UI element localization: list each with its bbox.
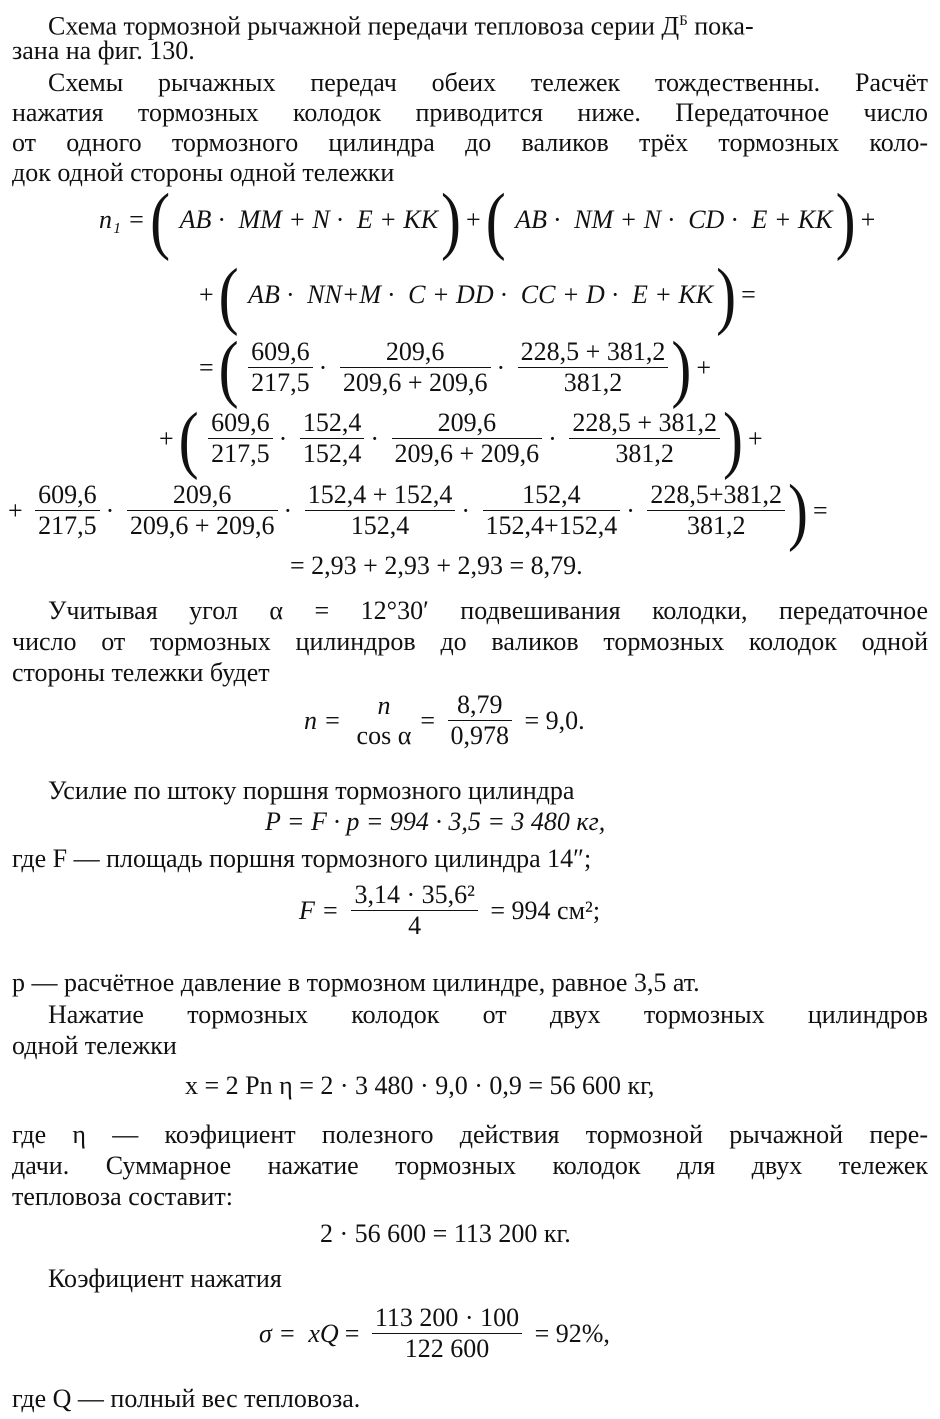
formula-F: F = $\frac{\text{3,14 · 35,6²}}{4}$ = 994 см²; <box>299 880 601 940</box>
paragraph-schemes-line1: Схемы рычажных передач обеих тележек тождественны. Расчёт <box>48 68 928 97</box>
formula-total: 2 · 56 600 = 113 200 кг. <box>320 1219 571 1248</box>
paragraph-angle-line1: Учитывая угол α = 12°30′ подвешивания колодки, передаточное <box>48 596 928 625</box>
paragraph-pressing-line2: одной тележки <box>12 1031 177 1060</box>
formula-P: P = F · p = 994 · 3,5 = 3 480 кг, <box>265 807 606 836</box>
paragraph-intro-line2: зана на фиг. 130. <box>12 36 195 65</box>
paragraph-force: Усилие по штоку поршня тормозного цилиндра <box>48 776 575 805</box>
paragraph-schemes-line2: нажатия тормозных колодок приводится ниже. Передаточное число <box>12 98 928 127</box>
paragraph-schemes-line4: док одной стороны одной тележки <box>12 158 395 187</box>
paragraph-efficiency-line3: тепловоза составит: <box>12 1182 233 1211</box>
formula-n1-line1: n₁ =( AB · MM + N · E + KK) +( AB · NM + N · CD · E + KK) + <box>99 178 876 262</box>
paragraph-schemes-line3: от одного тормозного цилиндра до валиков трёх тормозных коло- <box>12 128 928 157</box>
paragraph-Q: где Q — полный вес тепловоза. <box>12 1384 361 1413</box>
paragraph-intro-line1: Схема тормозной рычажной передачи тепловоза серии $Д^Б$ пока- <box>48 11 754 41</box>
formula-x: x = 2 Pn η = 2 · 3 480 · 9,0 · 0,9 = 56 600 кг, <box>185 1071 655 1100</box>
formula-n1-line2: +( AB · NN+M · C + DD · CC + D · E + KK) = <box>199 253 756 337</box>
paragraph-pressure: p — расчётное давление в тормозном цилиндре, равное 3,5 ат. <box>12 968 700 997</box>
formula-n1-line4: +( $\frac{609,6}{217,5}$ · $\frac{152,4}{152,4}$ · $\frac{209,6}{209,6 + 209,6}$ · $\frac{228,5 + 381,2}{381,2}$ ) + <box>159 397 763 480</box>
formula-n: n = n cos α = $\frac{8,79}{0,978}$ = 9,0. <box>304 690 585 750</box>
paragraph-efficiency-line1: где η — коэфициент полезного действия тормозной рычажной пере- <box>12 1120 928 1149</box>
paragraph-pressing-line1: Нажатие тормозных колодок от двух тормозных цилиндров <box>48 1000 928 1029</box>
paragraph-efficiency-line2: дачи. Суммарное нажатие тормозных колодок для двух тележек <box>12 1151 928 1180</box>
formula-sigma: σ = xQ = $\frac{113 200 \cdot 100}{122 600}$ = 92%, <box>259 1303 610 1363</box>
paragraph-coefficient: Коэфициент нажатия <box>48 1264 282 1293</box>
formula-n1-line3: =( $\frac{609,6}{217,5}$ · $\frac{209,6}{209,6 + 209,6}$ · $\frac{228,5 + 381,2}{381,2}$ ) + <box>199 326 711 409</box>
formula-n1-line5: + $\frac{609,6}{217,5}$ · $\frac{209,6}{209,6 + 209,6}$ · $\frac{152,4 + 152,4}{152,4}$ · $\frac{152,4}{152,4+152,4}$ · $\frac{228,5+381,2}{381,2}$ ) = <box>8 469 828 552</box>
paragraph-angle-line3: стороны тележки будет <box>12 658 270 687</box>
paragraph-F-area: где F — площадь поршня тормозного цилиндра 14″; <box>12 844 592 873</box>
paragraph-angle-line2: число от тормозных цилиндров до валиков тормозных колодок одной <box>12 627 928 656</box>
formula-n1-result: = 2,93 + 2,93 + 2,93 = 8,79. <box>290 551 583 580</box>
